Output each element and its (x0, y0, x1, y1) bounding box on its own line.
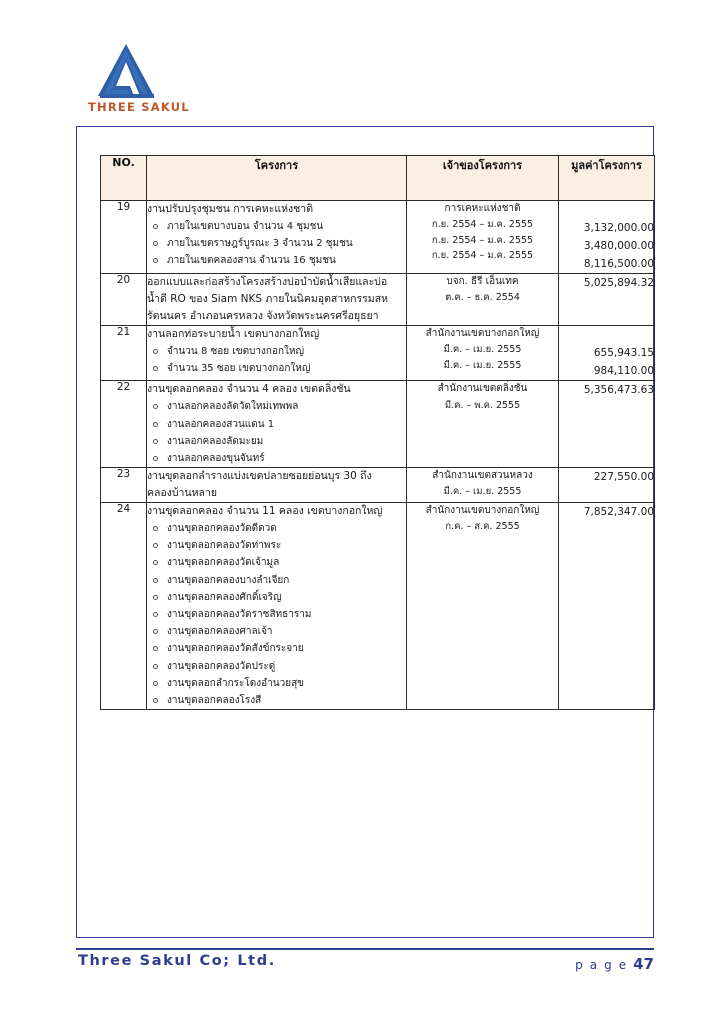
projects-table-wrap (100, 155, 654, 710)
project-sub-item: งานขุดลอกคลองศาลเจ้า (147, 623, 406, 640)
project-title-line: คลองบ้านหลาย (147, 487, 218, 500)
row-project (147, 274, 407, 326)
row-owner (407, 274, 559, 326)
owner-name: บจก. ธีรี เอ็นเทค (446, 276, 519, 288)
table-row (101, 503, 655, 710)
project-title-line: ออกแบบและก่อสร้างโครงสร้างบ่อบำบัดน้ำเสียและบ่อ (147, 276, 388, 289)
project-title: งานขุดลอกคลอง จำนวน 4 คลอง เขตดลิ่งชัน (147, 383, 351, 396)
owner-period: ก.ย. 2554 – ม.ค. 2555 (431, 249, 534, 261)
row-project (147, 201, 407, 274)
row-value (559, 381, 655, 468)
owner-period: ต.ค. – ธ.ค. 2554 (445, 292, 520, 304)
table-row (101, 468, 655, 503)
row-no: 22 (101, 381, 147, 468)
footer-company: Three Sakul Co; Ltd. (78, 953, 276, 969)
column-header-value: มูลค่าโครงการ (559, 156, 655, 201)
project-value: 7,852,347.00 (583, 506, 654, 519)
project-sub-item: จำนวน 35 ซอย เขตบางกอกใหญ่ (147, 360, 406, 377)
row-owner (407, 381, 559, 468)
three-sakul-logo-icon (96, 44, 158, 100)
row-project (147, 503, 407, 710)
footer-page (575, 955, 654, 973)
owner-period: ก.ค. – ส.ค. 2555 (445, 521, 520, 533)
row-project (147, 381, 407, 468)
row-no: 19 (101, 201, 147, 274)
project-sub-item: งานขุดลอกลำกระโดงอำนวยสุข (147, 675, 406, 692)
project-value: 3,132,000.00 (583, 222, 654, 235)
project-sub-item: งานขุดลอกคลองวัดท่าพระ (147, 537, 406, 554)
project-sub-item: งานขุดลอกคลองวัดประดู่ (147, 658, 406, 675)
row-owner (407, 201, 559, 274)
owner-period: มี.ค. – เม.ย. 2555 (443, 344, 522, 356)
owner-name: สำนักงานเขตสวนหลวง (432, 470, 533, 482)
row-owner (407, 468, 559, 503)
row-value (559, 274, 655, 326)
project-sub-item: งานขุดลอกคลองวัดสังข์กระจาย (147, 640, 406, 657)
project-title: งานลอกท่อระบายน้ำ เขตบางกอกใหญ่ (147, 328, 320, 341)
row-no: 21 (101, 326, 147, 381)
project-sub-item: งานลอกคลองลัดมะยม (147, 433, 406, 450)
project-sub-item: งานขุดลอกคลองโรงสี (147, 692, 406, 709)
owner-period: ก.ย. 2554 – ม.ค. 2555 (431, 234, 534, 246)
row-value (559, 326, 655, 381)
row-owner (407, 503, 559, 710)
project-title-line: รัตนนคร อำเภอนครหลวง จังหวัดพระนครศรีอยุธยา (147, 310, 379, 323)
row-project (147, 326, 407, 381)
logo-wordmark: THREE SAKUL (88, 100, 190, 114)
table-row (101, 326, 655, 381)
project-value: 5,356,473.63 (583, 384, 654, 397)
owner-period: มี.ค. – เม.ย. 2555 (443, 359, 522, 371)
footer-page-number: 47 (633, 955, 654, 973)
project-value: 8,116,500.00 (583, 258, 654, 271)
project-value: 5,025,894.32 (583, 277, 654, 290)
project-sub-item: งานขุดลอกคลองบางลำเจียก (147, 572, 406, 589)
row-value (559, 503, 655, 710)
project-sub-item: งานลอกคลองขุนจันทร์ (147, 450, 406, 467)
project-sub-item: จำนวน 8 ซอย เขตบางกอกใหญ่ (147, 343, 406, 360)
row-no: 23 (101, 468, 147, 503)
project-sub-item: งานลอกคลองสวนแดน 1 (147, 416, 406, 433)
project-value: 227,550.00 (593, 471, 654, 484)
column-header-owner: เจ้าของโครงการ (407, 156, 559, 201)
project-title: งานปรับปรุงชุมชน การเคหะแห่งชาติ (147, 203, 314, 215)
project-title-line: งานขุดลอกลำรางแบ่งเขตปลายซอยย่อนบุร 30 ถึง (147, 470, 372, 483)
project-sub-item: ภายในเขตบางบอน จำนวน 4 ชุมชน (147, 218, 406, 235)
table-row (101, 201, 655, 274)
row-no: 24 (101, 503, 147, 710)
project-sub-item: งานลอกคลองลัดวัดใหม่เทพพล (147, 398, 406, 415)
footer-divider (76, 948, 654, 950)
project-value: 984,110.00 (593, 365, 654, 378)
table-row (101, 274, 655, 326)
owner-name: สำนักงานเขตตลิ่งชัน (437, 383, 528, 395)
row-value (559, 468, 655, 503)
project-value: 655,943.15 (593, 347, 654, 360)
project-sub-item: ภายในเขตคลองสาน จำนวน 16 ชุมชน (147, 252, 406, 269)
company-logo (88, 44, 198, 120)
project-sub-item: งานขุดลอกคลองวัดดีดวด (147, 520, 406, 537)
footer-page-label: p a g e (575, 958, 628, 972)
row-no: 20 (101, 274, 147, 326)
project-value: 3,480,000.00 (583, 240, 654, 253)
project-sub-item: งานขุดลอกคลองศักดิ์เจริญ (147, 589, 406, 606)
owner-period: มี.ค. – เม.ย. 2555 (443, 486, 522, 498)
row-owner (407, 326, 559, 381)
owner-name: การเคหะแห่งชาติ (444, 203, 521, 214)
owner-name: สำนักงานเขตบางกอกใหญ่ (425, 328, 540, 340)
column-header-project: โครงการ (147, 156, 407, 201)
project-title-line: น้ำดี RO ของ Siam NKS ภายในนิคมอุตสาหกรรมสห (147, 293, 389, 306)
row-value (559, 201, 655, 274)
project-sub-item: งานขุดลอกคลองวัดราชสิทธาราม (147, 606, 406, 623)
owner-period: มี.ค. – พ.ค. 2555 (444, 399, 521, 411)
owner-period: ก.ย. 2554 – ม.ค. 2555 (431, 219, 534, 231)
project-sub-item: ภายในเขตราษฎร์บูรณะ 3 จำนวน 2 ชุมชน (147, 235, 406, 252)
row-project (147, 468, 407, 503)
project-sub-item: งานขุดลอกคลองวัดเจ้ามูล (147, 554, 406, 571)
project-title: งานขุดลอกคลอง จำนวน 11 คลอง เขตบางกอกใหญ่ (147, 505, 383, 518)
projects-table (100, 155, 655, 710)
column-header-no: NO. (101, 156, 147, 201)
table-header-row (101, 156, 655, 201)
owner-name: สำนักงานเขตบางกอกใหญ่ (425, 505, 540, 517)
table-row (101, 381, 655, 468)
